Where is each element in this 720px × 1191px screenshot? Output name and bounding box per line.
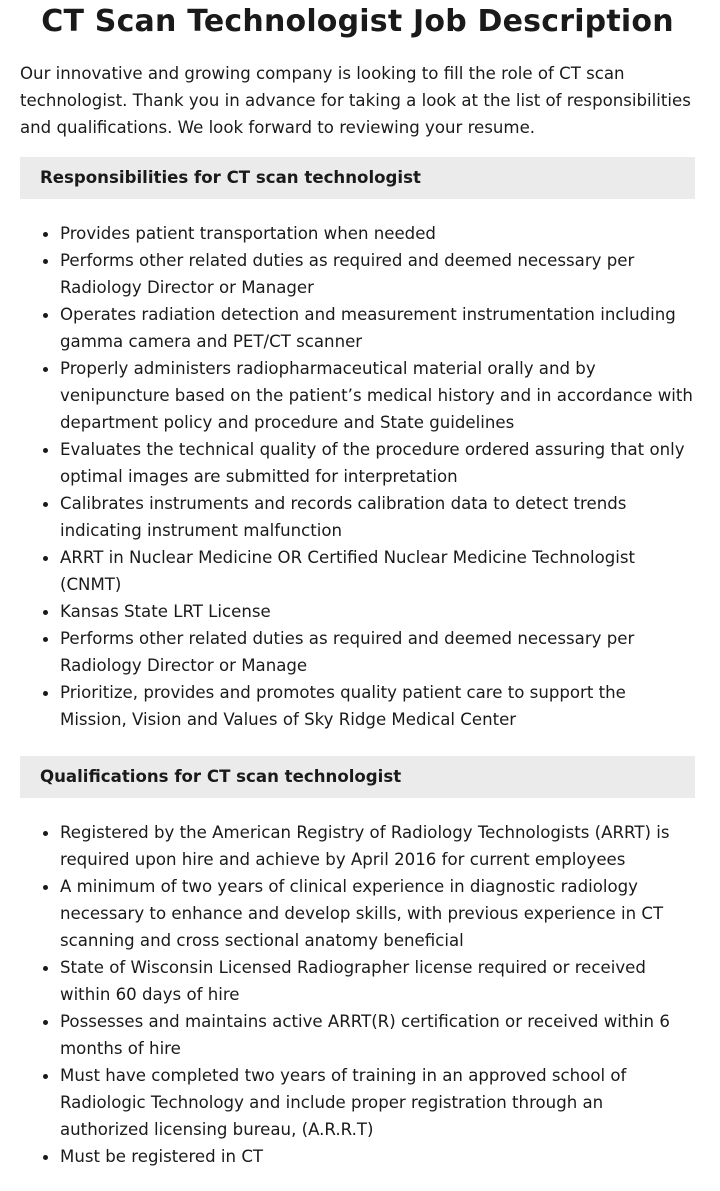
list-item: Evaluates the technical quality of the procedure ordered assuring that only optimal images are submitted for interpretation (60, 436, 695, 490)
list-item: State of Wisconsin Licensed Radiographer license required or received within 60 days of hire (60, 954, 695, 1008)
list-item: Properly administers radiopharmaceutical material orally and by venipuncture based on the patient’s medical history and in accordance with department policy and procedure and State guidelines (60, 355, 695, 436)
list-item: Prioritize, provides and promotes quality patient care to support the Mission, Vision and Values of Sky Ridge Medical Center (60, 679, 695, 733)
responsibilities-list (20, 220, 695, 733)
list-item: Provides patient transportation when needed (60, 220, 695, 247)
list-item: Kansas State LRT License (60, 598, 695, 625)
qualifications-list (20, 819, 695, 1170)
list-item: ARRT in Nuclear Medicine OR Certified Nuclear Medicine Technologist (CNMT) (60, 544, 695, 598)
list-item: Operates radiation detection and measurement instrumentation including gamma camera and PET/CT scanner (60, 301, 695, 355)
responsibilities-header: Responsibilities for CT scan technologist (20, 157, 695, 199)
intro-paragraph: Our innovative and growing company is looking to fill the role of CT scan technologist. Thank you in advance for taking a look at the list of responsibilities and qualifications. We look forward to reviewing your resume. (20, 64, 691, 137)
qualifications-header: Qualifications for CT scan technologist (20, 756, 695, 798)
list-item: Must be registered in CT (60, 1143, 695, 1170)
list-item: A minimum of two years of clinical experience in diagnostic radiology necessary to enhance and develop skills, with previous experience in CT scanning and cross sectional anatomy beneficial (60, 873, 695, 954)
list-item: Calibrates instruments and records calibration data to detect trends indicating instrument malfunction (60, 490, 695, 544)
list-item: Performs other related duties as required and deemed necessary per Radiology Director or Manage (60, 625, 695, 679)
list-item: Registered by the American Registry of Radiology Technologists (ARRT) is required upon hire and achieve by April 2016 for current employees (60, 819, 695, 873)
page-title: CT Scan Technologist Job Description (41, 4, 674, 39)
list-item: Possesses and maintains active ARRT(R) certification or received within 6 months of hire (60, 1008, 695, 1062)
list-item: Performs other related duties as required and deemed necessary per Radiology Director or Manager (60, 247, 695, 301)
list-item: Must have completed two years of training in an approved school of Radiologic Technology and include proper registration through an authorized licensing bureau, (A.R.R.T) (60, 1062, 695, 1143)
